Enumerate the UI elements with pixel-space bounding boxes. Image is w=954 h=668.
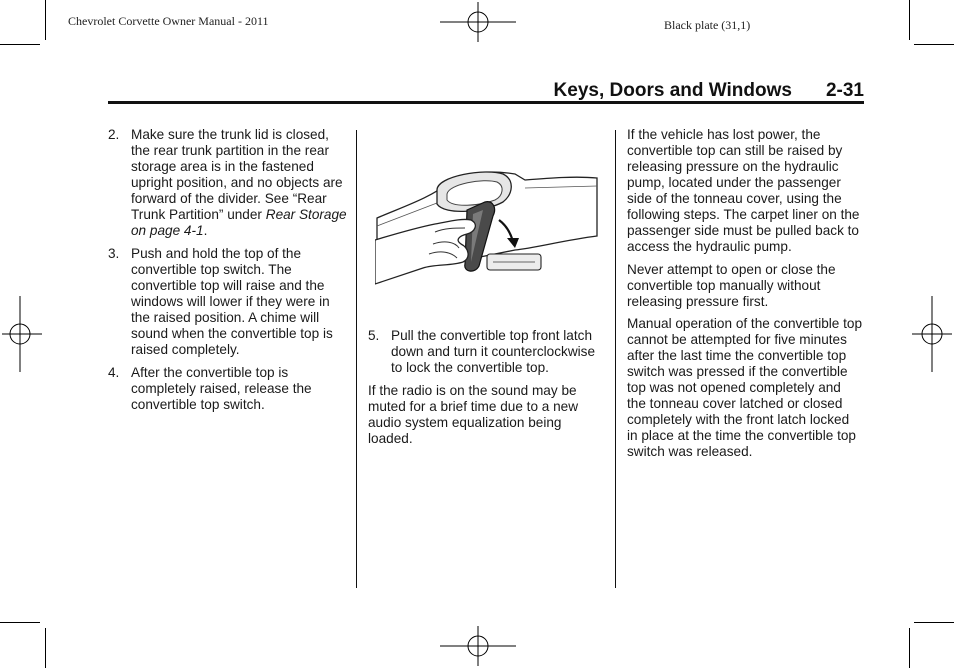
registration-mark-left <box>2 296 42 372</box>
column-divider <box>615 130 616 588</box>
section-title: Keys, Doors and Windows <box>553 80 792 101</box>
manual-title: Chevrolet Corvette Owner Manual - 2011 <box>68 14 269 28</box>
step-4 <box>108 365 348 413</box>
latch-illustration <box>375 168 599 288</box>
crop-mark <box>909 0 910 40</box>
paragraph-power-loss: If the vehicle has lost power, the convertible top can still be raised by releasing pressure on the hydraulic pump, located under the passenger side of the tonneau cover, using the following steps. The carpet liner on the passenger side must be pulled back to access the hydraulic pump. <box>627 127 860 254</box>
crop-mark <box>914 44 954 45</box>
header-rule <box>108 101 864 104</box>
step-text: After the convertible top is completely raised, release the convertible top switch. <box>131 365 312 412</box>
crop-mark <box>45 0 46 40</box>
crop-mark <box>0 44 40 45</box>
column-right <box>627 127 863 467</box>
step-number: 2. <box>108 127 120 142</box>
registration-mark-right <box>912 296 952 372</box>
step-3 <box>108 246 348 358</box>
step-text: Pull the convertible top front latch down and turn it counterclockwise to lock the convertible top. <box>391 328 596 375</box>
plate-label: Black plate (31,1) <box>664 18 751 32</box>
step-number: 4. <box>108 365 120 380</box>
step-5 <box>368 328 600 376</box>
registration-mark-bottom <box>440 626 516 666</box>
step-2 <box>108 127 348 239</box>
step-end: . <box>203 223 208 238</box>
step-number: 3. <box>108 246 120 261</box>
section-header <box>540 80 864 102</box>
paragraph-manual-operation: Manual operation of the convertible top cannot be attempted for five minutes after the last time the convertible top switch was pressed if the convertible top was not opened completely and the tonneau cover latched or closed completely with the front latch locked in place at the time the convertible top switch was released. <box>627 316 863 459</box>
crop-mark <box>0 622 40 623</box>
registration-mark-top <box>440 2 516 42</box>
column-left <box>108 127 348 420</box>
step-text: Make sure the trunk lid is closed, the rear trunk partition in the rear storage area is in the fastened upright position, and no objects are forward of the divider. See “Rear Trunk Partition” under <box>131 127 343 222</box>
paragraph-warning: Never attempt to open or close the convertible top manually without releasing pressure first. <box>627 261 836 309</box>
radio-note: If the radio is on the sound may be muted for a brief time due to a new audio system equalization being loaded. <box>368 383 579 446</box>
crop-mark <box>45 628 46 668</box>
step-text: Push and hold the top of the convertible top switch. The convertible top will raise and the windows will lower if they were in the raised position. A chime will sound when the convertible top is raised completely. <box>131 246 333 357</box>
crop-mark <box>914 622 954 623</box>
column-divider <box>356 130 357 588</box>
column-middle <box>368 328 600 454</box>
page-number: 2-31 <box>825 80 864 101</box>
crop-mark <box>909 628 910 668</box>
step-number: 5. <box>368 328 380 343</box>
cross-reference-link[interactable]: Rear Storage on page 4-1 <box>131 207 347 238</box>
